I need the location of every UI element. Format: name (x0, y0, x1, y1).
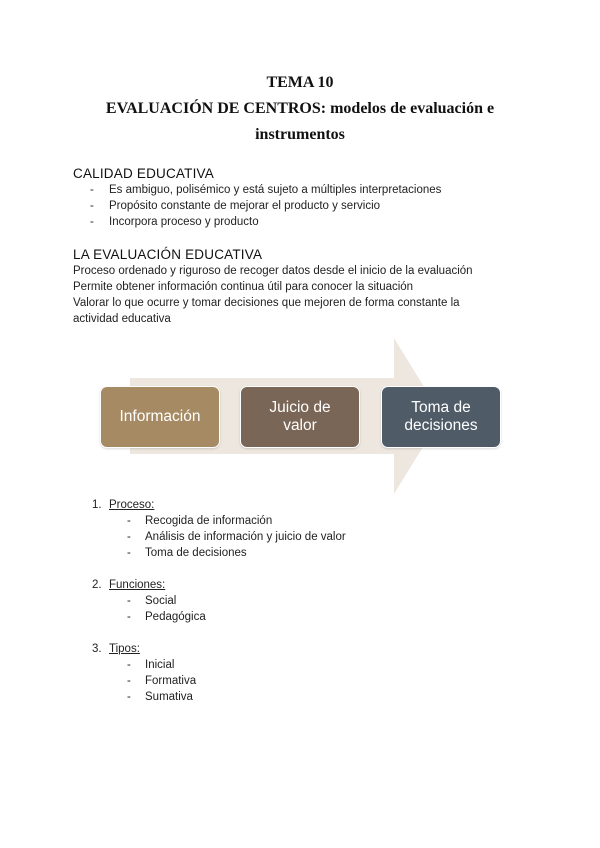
bullet-dash: - (90, 216, 94, 228)
bullet-dash: - (127, 515, 131, 527)
evaluacion-line: Proceso ordenado y riguroso de recoger datos desde el inicio de la evaluación (73, 265, 473, 277)
title-main (0, 100, 600, 118)
bullet-dash: - (127, 531, 131, 543)
box-informacion (100, 386, 220, 448)
box-juicio-line1: Juicio de (269, 399, 331, 417)
box-toma-line2: decisiones (404, 417, 478, 434)
bullet-dash: - (90, 184, 94, 196)
heading-evaluacion: LA EVALUACIÓN EDUCATIVA (73, 247, 263, 262)
process-diagram (98, 338, 508, 498)
list-title-tipos: Tipos: (109, 643, 140, 655)
box-toma-line1: Toma de (411, 399, 471, 417)
box-juicio-de-valor (240, 386, 360, 448)
list-title-funciones: Funciones: (109, 579, 166, 591)
calidad-bullet: Propósito constante de mejorar el producto y servicio (109, 200, 381, 212)
title-subtitle: instrumentos (255, 126, 345, 143)
list-item: Análisis de información y juicio de valor (145, 531, 346, 543)
list-item: Sumativa (145, 691, 193, 703)
list-item: Recogida de información (145, 515, 273, 527)
list-title-proceso: Proceso: (109, 499, 155, 511)
bullet-dash: - (127, 547, 131, 559)
calidad-bullet: Es ambiguo, polisémico y está sujeto a múltiples interpretaciones (109, 184, 442, 196)
list-item: Pedagógica (145, 611, 206, 623)
box-informacion-label: Información (119, 408, 201, 426)
list-item: Toma de decisiones (145, 547, 247, 559)
list-number: 3. (92, 643, 102, 655)
box-juicio-line2: valor (283, 417, 317, 434)
calidad-bullet: Incorpora proceso y producto (109, 216, 259, 228)
bullet-dash: - (127, 595, 131, 607)
bullet-dash: - (90, 200, 94, 212)
title-topic: TEMA 10 (266, 74, 334, 91)
title-main-bold: EVALUACIÓN DE CENTROS: (105, 100, 327, 117)
evaluacion-line: Valorar lo que ocurre y tomar decisiones que mejoren de forma constante la (73, 297, 460, 309)
bullet-dash: - (127, 675, 131, 687)
title-main-rest: modelos de evaluación e (326, 100, 495, 117)
evaluacion-line: actividad educativa (73, 313, 171, 325)
heading-calidad: CALIDAD EDUCATIVA (73, 166, 214, 181)
bullet-dash: - (127, 611, 131, 623)
bullet-dash: - (127, 659, 131, 671)
list-item: Inicial (145, 659, 175, 671)
bullet-dash: - (127, 691, 131, 703)
list-item: Formativa (145, 675, 197, 687)
list-number: 2. (92, 579, 102, 591)
list-number: 1. (92, 499, 102, 511)
box-toma-de-decisiones (381, 386, 501, 448)
evaluacion-line: Permite obtener información continua útil para conocer la situación (73, 281, 414, 293)
list-item: Social (145, 595, 177, 607)
